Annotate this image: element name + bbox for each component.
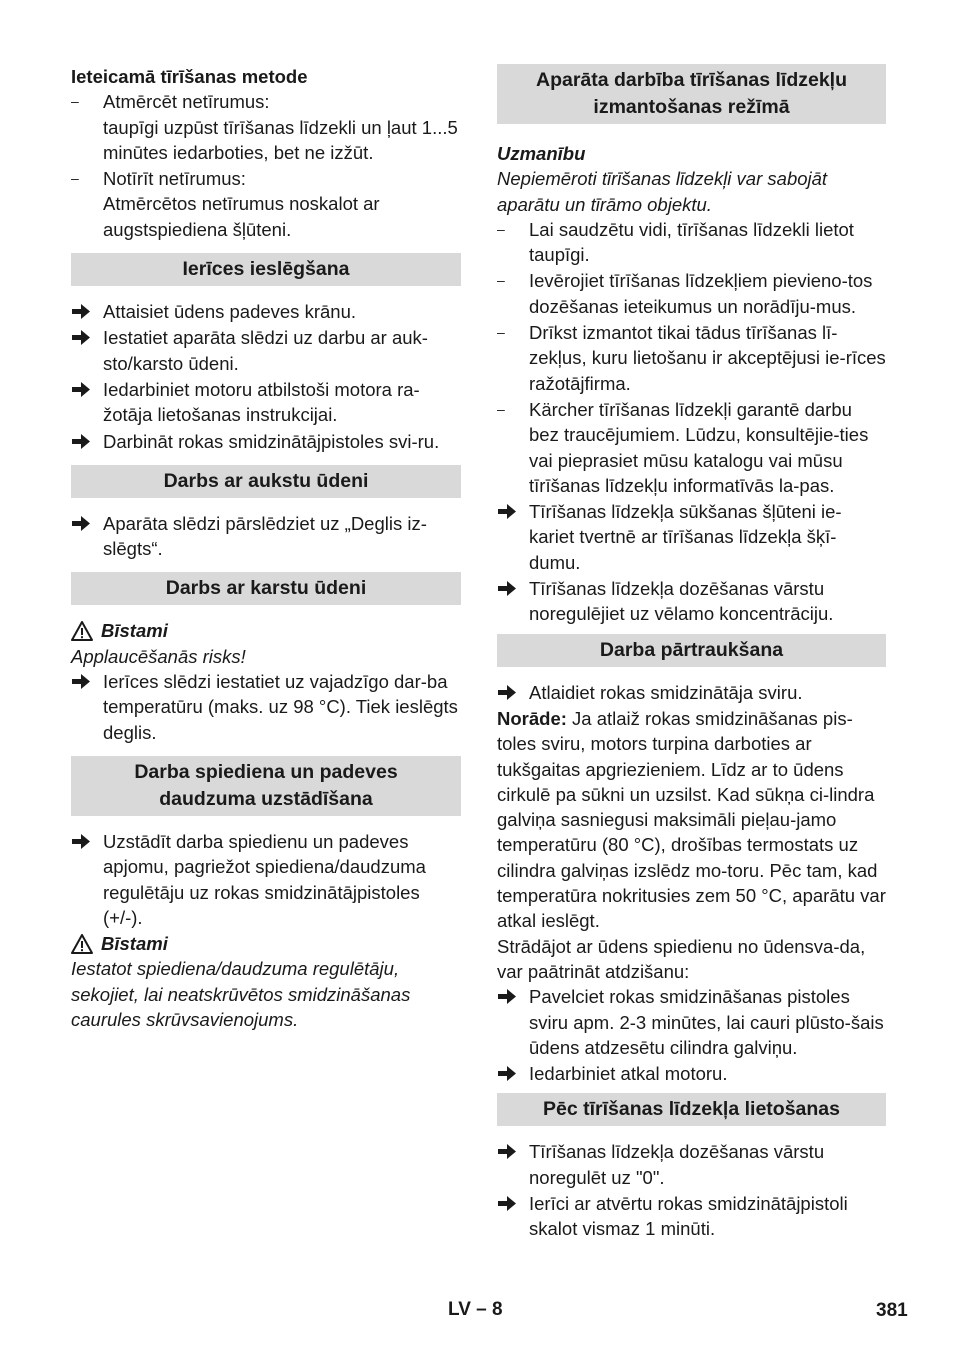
arrow-icon bbox=[72, 325, 96, 345]
warning-label: Bīstami bbox=[101, 620, 168, 642]
list-item bbox=[497, 268, 886, 319]
list-item-text: Atlaidiet rokas smidzinātāja sviru. bbox=[529, 681, 803, 703]
list-item-text: Iedarbiniet atkal motoru. bbox=[529, 1063, 728, 1085]
list-item bbox=[497, 1191, 886, 1242]
arrow-icon bbox=[498, 499, 522, 519]
list-item bbox=[497, 984, 886, 1060]
footer-language-page bbox=[448, 1297, 503, 1322]
footer-section-page: 8 bbox=[492, 1299, 503, 1320]
list-item-text: Notīrīt netīrumus: bbox=[103, 168, 246, 190]
arrow-icon bbox=[72, 429, 96, 449]
dash-marker: – bbox=[497, 324, 505, 341]
caution-label: Uzmanību bbox=[497, 143, 586, 164]
arrow-icon bbox=[498, 1191, 522, 1211]
list-item-text: Tīrīšanas līdzekļa sūkšanas šļūteni ie-kariet tvertnē ar tīrīšanas līdzekļa šķī-dumu. bbox=[529, 501, 842, 573]
list-item bbox=[71, 325, 461, 376]
page-number: 381 bbox=[876, 1300, 908, 1321]
footer-separator: – bbox=[476, 1299, 487, 1320]
list-item-text: Tīrīšanas līdzekļa dozēšanas vārstu noregulēt uz "0". bbox=[529, 1141, 825, 1188]
warning-icon bbox=[71, 934, 93, 954]
list-item bbox=[71, 669, 461, 745]
list-item-text: Drīkst izmantot tikai tādus tīrīšanas lī-zekļus, kuru lietošanu ir akceptējusi ie-rīces ražotājfirma. bbox=[529, 322, 886, 394]
warning-icon bbox=[71, 621, 93, 641]
list-item-text: Atmērcēt netīrumus: bbox=[103, 91, 270, 113]
arrow-icon bbox=[498, 1061, 522, 1081]
list-item-text: Attaisiet ūdens padeves krānu. bbox=[103, 301, 356, 323]
list-item bbox=[497, 1139, 886, 1190]
section-header-line: izmantošanas režīmā bbox=[593, 96, 790, 118]
list-item bbox=[497, 680, 886, 705]
note-label: Norāde: bbox=[497, 707, 567, 729]
list-item-text: Uzstādīt darba spiedienu un padeves apjomu, pagriežot spiediena/daudzuma regulētāju uz rokas smidzinātājpistoles (+/-). bbox=[103, 830, 426, 928]
dash-marker: – bbox=[497, 272, 505, 289]
arrow-icon bbox=[498, 1139, 522, 1159]
list-item-text: Ierīci ar atvērtu rokas smidzinātājpistoli skalot vismaz 1 minūti. bbox=[529, 1192, 848, 1240]
list-item-text: Pavelciet rokas smidzināšanas pistoles sviru apm. 2-3 minūtes, lai cauri plūsto-šais ūdens atdzesētu cilindra galviņu. bbox=[529, 986, 884, 1058]
footer-language: LV bbox=[448, 1299, 471, 1320]
dash-marker: – bbox=[71, 170, 79, 187]
note-paragraph bbox=[497, 706, 886, 934]
dash-marker: – bbox=[71, 93, 79, 110]
section-header bbox=[71, 756, 461, 816]
section-header bbox=[497, 64, 886, 124]
arrow-icon bbox=[72, 511, 96, 531]
list-item bbox=[497, 217, 886, 268]
arrow-icon bbox=[498, 576, 522, 596]
dash-marker: – bbox=[497, 400, 505, 417]
list-item bbox=[71, 829, 461, 930]
right-column bbox=[497, 64, 886, 1243]
arrow-icon bbox=[498, 984, 522, 1004]
section-header: Pēc tīrīšanas līdzekļa lietošanas bbox=[497, 1093, 886, 1126]
list-item-text: Ievērojiet tīrīšanas līdzekļiem pievieno-tos dozēšanas ieteikumus un norādīju-mus. bbox=[529, 270, 873, 317]
list-item bbox=[497, 499, 886, 575]
list-item-text: Aparāta slēdzi pārslēdziet uz „Deglis iz-slēgts“. bbox=[103, 512, 427, 560]
caution-text: Nepiemēroti tīrīšanas līdzekļi var sabojāt aparātu un tīrāmo objektu. bbox=[497, 168, 828, 215]
section-header: Darbs ar aukstu ūdeni bbox=[71, 465, 461, 498]
warning-heading bbox=[71, 618, 461, 643]
warning-heading bbox=[71, 931, 461, 956]
list-item-text: taupīgi uzpūst tīrīšanas līdzekli un ļaut 1...5 minūtes iedarboties, bet ne izžūt. bbox=[103, 116, 458, 163]
section-header: Darba pārtraukšana bbox=[497, 634, 886, 667]
arrow-icon bbox=[72, 669, 96, 689]
arrow-icon bbox=[72, 829, 96, 849]
list-item-text: Iestatiet aparāta slēdzi uz darbu ar auk-sto/karsto ūdeni. bbox=[103, 327, 428, 374]
section-header: Ierīces ieslēgšana bbox=[71, 253, 461, 286]
list-item bbox=[71, 429, 461, 454]
list-item bbox=[71, 299, 461, 324]
list-item bbox=[71, 166, 461, 242]
section-header-line: daudzuma uzstādīšana bbox=[159, 787, 373, 810]
arrow-icon bbox=[498, 680, 522, 700]
list-item-text: Ierīces slēdzi iestatiet uz vajadzīgo dar-ba temperatūru (maks. uz 98 °C). Tiek ieslēgts deglis. bbox=[103, 671, 458, 743]
section-header-line: Aparāta darbība tīrīšanas līdzekļu bbox=[535, 69, 848, 91]
list-item bbox=[497, 397, 886, 498]
warning-text: Iestatot spiediena/daudzuma regulētāju, sekojiet, lai neatskrūvētos smidzināšanas caurules skrūvsavienojums. bbox=[71, 958, 411, 1031]
list-item bbox=[497, 1061, 886, 1086]
list-item-text: Atmērcētos netīrumus noskalot ar augstspiediena šļūteni. bbox=[103, 193, 380, 240]
arrow-icon bbox=[72, 299, 96, 319]
dash-marker: – bbox=[497, 220, 505, 237]
list-item-text: Lai saudzētu vidi, tīrīšanas līdzekli lietot taupīgi. bbox=[529, 218, 854, 266]
list-item bbox=[71, 511, 461, 562]
list-item bbox=[497, 576, 886, 627]
paragraph: Strādājot ar ūdens spiedienu no ūdensva-da, var paātrināt atdzišanu: bbox=[497, 935, 866, 982]
list-item-text: Tīrīšanas līdzekļa dozēšanas vārstu noregulējiet uz vēlamo koncentrāciju. bbox=[529, 578, 834, 625]
list-item bbox=[497, 320, 886, 396]
warning-label: Bīstami bbox=[101, 933, 168, 955]
list-item-text: Iedarbiniet motoru atbilstoši motora ra-žotāja lietošanas instrukcijai. bbox=[103, 378, 420, 426]
section-header-line: Darba spiediena un padeves bbox=[134, 760, 398, 783]
list-item bbox=[71, 89, 461, 165]
warning-text: Applaucēšanās risks! bbox=[71, 645, 246, 667]
section-title: Ieteicamā tīrīšanas metode bbox=[71, 66, 308, 87]
note-text: Ja atlaiž rokas smidzināšanas pis-toles sviru, motors turpina darboties ar tukšgaitas apgriezieniem. Līdz ar to ūdens cirkulē pa sūkni un uzsilst. Kad sūkņa ci-lindra galviņa sasniegusi maksimāli pieļau-jamo temperatūru (80 °C), drošības termostats uz cilindra galviņas izslēdz mo-toru. Pēc tam, kad temperatūra nokritusies zem 50 °C, aparātu var atkal ieslēgt. bbox=[497, 707, 886, 932]
list-item-text: Darbināt rokas smidzinātājpistoles svi-ru. bbox=[103, 430, 440, 452]
arrow-icon bbox=[72, 377, 96, 397]
section-header: Darbs ar karstu ūdeni bbox=[71, 572, 461, 605]
left-column bbox=[71, 64, 461, 1032]
list-item-text: Kärcher tīrīšanas līdzekļi garantē darbu bez traucējumiem. Lūdzu, konsultējie-ties vai pieprasiet mūsu katalogu vai mūsu tīrīšanas līdzekļu informatīvās la-pas. bbox=[529, 398, 869, 496]
list-item bbox=[71, 377, 461, 428]
